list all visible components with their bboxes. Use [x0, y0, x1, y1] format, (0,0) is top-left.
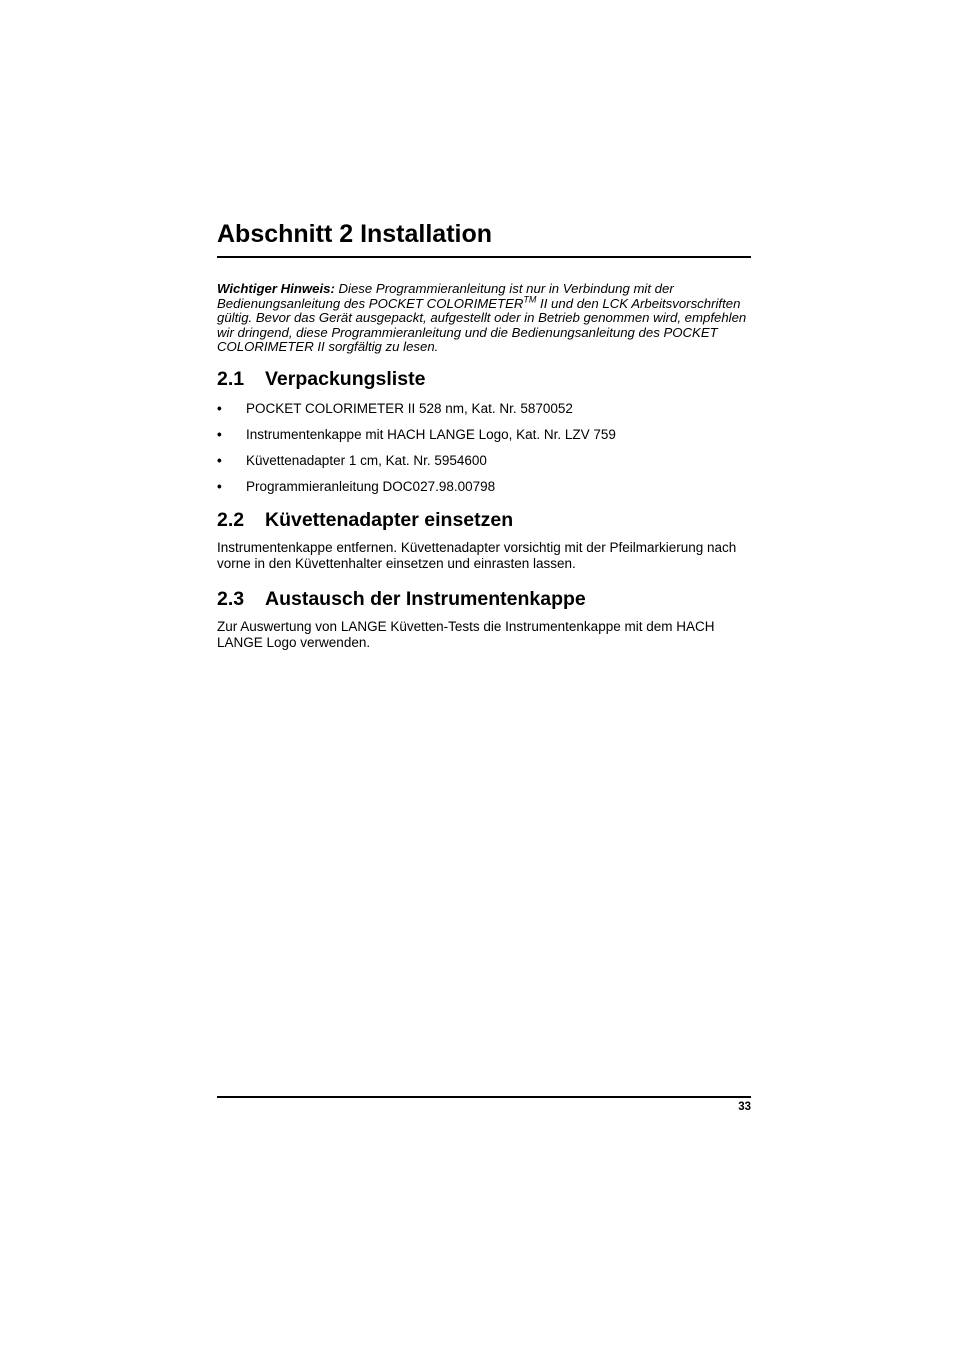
section-2-3-paragraph: Zur Auswertung von LANGE Küvetten-Tests die Instrumentenkappe mit dem HACH LANGE Logo verwenden.	[217, 619, 715, 650]
list-item	[217, 452, 751, 478]
bullet-icon: •	[217, 401, 222, 416]
page-number: 33	[738, 1101, 751, 1113]
section-title: Verpackungsliste	[265, 368, 426, 390]
section-heading-2-1	[217, 367, 425, 391]
section-number: 2.3	[217, 588, 245, 610]
section-heading-2-2	[217, 508, 513, 532]
list-item-text: POCKET COLORIMETER II 528 nm, Kat. Nr. 5870052	[246, 401, 573, 416]
important-notice	[217, 282, 751, 355]
list-item	[217, 426, 751, 452]
notice-text-part-2: II und den LCK Arbeitsvorschriften gültig. Bevor das Gerät ausgepackt, aufgestellt oder in Betrieb genommen wird, empfehlen wir dringend, diese Programmieranleitung und die Bedienungsanleitung des POCKET COLORIMETER II sorgfältig zu lesen.	[217, 295, 747, 354]
list-item-text: Küvettenadapter 1 cm, Kat. Nr. 5954600	[246, 453, 487, 468]
notice-label: Wichtiger Hinweis:	[217, 281, 335, 296]
title-divider	[217, 256, 751, 258]
trademark-mark: TM	[523, 294, 537, 305]
list-item-text: Programmieranleitung DOC027.98.00798	[246, 479, 496, 494]
list-item-text: Instrumentenkappe mit HACH LANGE Logo, Kat. Nr. LZV 759	[246, 427, 616, 442]
footer-divider	[217, 1096, 751, 1098]
bullet-icon: •	[217, 479, 222, 494]
bullet-icon: •	[217, 453, 222, 468]
list-item	[217, 400, 751, 426]
section-title: Küvettenadapter einsetzen	[265, 509, 514, 531]
section-heading-2-3	[217, 587, 586, 611]
bullet-icon: •	[217, 427, 222, 442]
section-number: 2.1	[217, 368, 245, 390]
list-item	[217, 478, 751, 504]
section-title: Austausch der Instrumentenkappe	[265, 588, 586, 610]
packing-list	[217, 400, 751, 504]
page-title: Abschnitt 2 Installation	[217, 220, 493, 248]
section-2-2-paragraph: Instrumentenkappe entfernen. Küvettenadapter vorsichtig mit der Pfeilmarkierung nach vorne in den Küvettenhalter einsetzen und einrasten lassen.	[217, 540, 737, 571]
section-number: 2.2	[217, 509, 245, 531]
notice-text-part-1: Diese Programmieranleitung ist nur in Verbindung mit der Bedienungsanleitung des POCKET COLORIMETER	[217, 281, 674, 311]
